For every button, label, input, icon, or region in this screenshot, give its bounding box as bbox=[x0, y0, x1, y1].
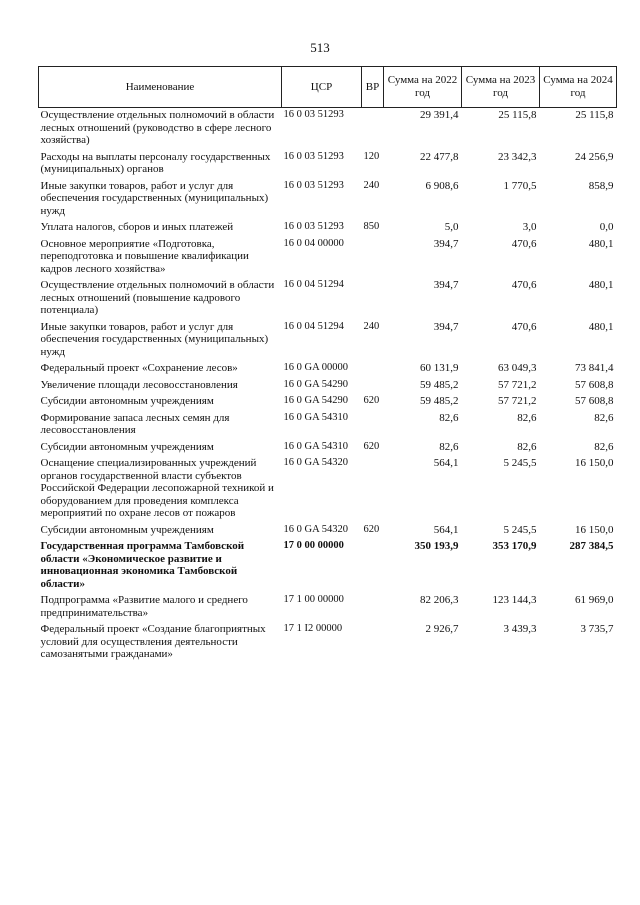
cell-csr: 16 0 GA 54320 bbox=[283, 523, 348, 535]
cell-csr: 17 0 00 00000 bbox=[283, 540, 344, 551]
cell-csr: 17 1 00 00000 bbox=[283, 594, 344, 605]
cell-vr bbox=[362, 539, 384, 593]
cell-csr: 16 0 04 51294 bbox=[283, 320, 344, 332]
cell-csr: 16 0 04 00000 bbox=[283, 237, 344, 249]
cell-sum-2022: 394,7 bbox=[433, 279, 459, 291]
cell-sum-2023: 25 115,8 bbox=[498, 109, 537, 121]
table-row bbox=[39, 361, 617, 378]
cell-sum-2022: 5,0 bbox=[444, 221, 459, 233]
table-row bbox=[39, 108, 617, 150]
cell-sum-2022: 59 485,2 bbox=[420, 395, 459, 407]
cell-name: Основное мероприятие «Подготовка, переподготовка и повышение квалификации кадров лесного хозяйства» bbox=[40, 237, 249, 275]
cell-name: Субсидии автономным учреждениям bbox=[40, 440, 214, 453]
cell-sum-2024: 57 608,8 bbox=[575, 395, 614, 407]
cell-vr bbox=[362, 622, 384, 664]
budget-table bbox=[38, 66, 617, 664]
cell-sum-2024: 25 115,8 bbox=[575, 109, 614, 121]
cell-vr: 620 bbox=[363, 523, 380, 535]
table-row bbox=[39, 150, 617, 179]
cell-sum-2024: 73 841,4 bbox=[575, 362, 614, 374]
cell-sum-2022: 6 908,6 bbox=[425, 179, 459, 192]
cell-sum-2022: 60 131,9 bbox=[420, 362, 459, 374]
cell-sum-2023: 57 721,2 bbox=[498, 395, 537, 407]
cell-sum-2023: 123 144,3 bbox=[492, 594, 537, 606]
cell-csr: 16 0 GA 54310 bbox=[283, 440, 348, 452]
cell-vr bbox=[362, 361, 384, 378]
cell-sum-2024: 24 256,9 bbox=[575, 150, 614, 163]
cell-name: Увеличение площади лесовосстановления bbox=[40, 378, 238, 391]
header-sum-2023: Сумма на 2023 год bbox=[462, 67, 540, 108]
cell-vr bbox=[362, 278, 384, 320]
table-row bbox=[39, 320, 617, 362]
cell-name: Государственная программа Тамбовской области «Экономическое развитие и инновационная экономика Тамбовской области» bbox=[40, 540, 245, 590]
cell-sum-2023: 57 721,2 bbox=[498, 378, 537, 391]
cell-sum-2022: 59 485,2 bbox=[420, 378, 459, 391]
cell-vr: 240 bbox=[363, 320, 380, 332]
cell-sum-2022: 29 391,4 bbox=[420, 109, 459, 121]
table-row bbox=[39, 456, 617, 523]
cell-sum-2023: 82,6 bbox=[517, 440, 537, 453]
header-sum-2022: Сумма на 2022 год bbox=[384, 67, 462, 108]
cell-sum-2024: 16 150,0 bbox=[575, 523, 614, 536]
header-name: Наименование bbox=[39, 67, 282, 108]
table-row bbox=[39, 394, 617, 411]
cell-vr bbox=[362, 411, 384, 440]
table-row bbox=[39, 539, 617, 593]
cell-vr bbox=[362, 237, 384, 279]
cell-name: Федеральный проект «Сохранение лесов» bbox=[40, 362, 238, 374]
table-row bbox=[39, 523, 617, 540]
cell-sum-2022: 564,1 bbox=[433, 523, 459, 536]
table-row bbox=[39, 440, 617, 457]
cell-vr: 620 bbox=[363, 395, 380, 406]
cell-sum-2024: 57 608,8 bbox=[575, 378, 614, 391]
cell-sum-2024: 61 969,0 bbox=[575, 594, 614, 606]
cell-sum-2024: 82,6 bbox=[594, 440, 614, 453]
cell-name: Федеральный проект «Создание благоприятных условий для осуществления деятельности самозанятыми гражданами» bbox=[40, 623, 266, 660]
cell-sum-2022: 22 477,8 bbox=[420, 150, 459, 163]
table-row bbox=[39, 378, 617, 395]
cell-sum-2024: 82,6 bbox=[594, 411, 614, 424]
cell-csr: 16 0 03 51293 bbox=[283, 109, 344, 120]
cell-name: Оснащение специализированных учреждений органов государственной власти субъектов Российской Федерации лесопожарной техникой и оборудованием для проведения комплекса мероприятий по охране лесов от пожаров bbox=[40, 457, 274, 519]
cell-sum-2023: 63 049,3 bbox=[498, 362, 537, 374]
cell-csr: 16 0 GA 00000 bbox=[283, 362, 348, 373]
table-row bbox=[39, 593, 617, 622]
cell-name: Субсидии автономным учреждениям bbox=[40, 523, 214, 536]
cell-vr bbox=[362, 456, 384, 523]
cell-sum-2023: 470,6 bbox=[511, 237, 537, 250]
cell-csr: 16 0 03 51293 bbox=[283, 221, 344, 232]
cell-sum-2024: 858,9 bbox=[588, 179, 614, 192]
cell-sum-2023: 3 439,3 bbox=[503, 623, 537, 635]
cell-sum-2024: 480,1 bbox=[588, 279, 614, 291]
cell-vr bbox=[362, 378, 384, 395]
table-row bbox=[39, 278, 617, 320]
cell-vr: 240 bbox=[363, 179, 380, 191]
cell-name: Иные закупки товаров, работ и услуг для обеспечения государственных (муниципальных) нужд bbox=[40, 320, 269, 358]
cell-csr: 16 0 GA 54290 bbox=[283, 378, 348, 390]
cell-sum-2023: 1 770,5 bbox=[503, 179, 537, 192]
cell-vr bbox=[362, 593, 384, 622]
cell-sum-2024: 480,1 bbox=[588, 320, 614, 333]
table-row bbox=[39, 220, 617, 237]
cell-name: Расходы на выплаты персоналу государственных (муниципальных) органов bbox=[40, 150, 271, 175]
cell-csr: 16 0 04 51294 bbox=[283, 279, 344, 290]
table-body bbox=[39, 108, 617, 664]
cell-sum-2023: 470,6 bbox=[511, 279, 537, 291]
cell-sum-2022: 82,6 bbox=[439, 440, 459, 453]
cell-csr: 16 0 GA 54310 bbox=[283, 411, 348, 423]
cell-sum-2023: 23 342,3 bbox=[498, 150, 537, 163]
cell-name: Субсидии автономным учреждениям bbox=[40, 395, 214, 407]
cell-vr: 620 bbox=[363, 440, 380, 452]
cell-sum-2022: 350 193,9 bbox=[414, 540, 459, 552]
cell-vr bbox=[362, 108, 384, 150]
table-row bbox=[39, 179, 617, 221]
cell-vr: 850 bbox=[363, 221, 380, 232]
cell-name: Осуществление отдельных полномочий в области лесных отношений (повышение кадрового потенциала) bbox=[40, 279, 275, 316]
cell-name: Уплата налогов, сборов и иных платежей bbox=[40, 221, 234, 233]
cell-sum-2022: 82 206,3 bbox=[420, 594, 459, 606]
cell-sum-2022: 82,6 bbox=[439, 411, 459, 424]
cell-sum-2023: 5 245,5 bbox=[503, 523, 537, 536]
cell-sum-2024: 3 735,7 bbox=[580, 623, 614, 635]
cell-sum-2023: 3,0 bbox=[522, 221, 537, 233]
cell-csr: 16 0 03 51293 bbox=[283, 179, 344, 191]
cell-sum-2023: 353 170,9 bbox=[492, 540, 537, 552]
cell-name: Осуществление отдельных полномочий в области лесных отношений (руководство в сфере лесного хозяйства) bbox=[40, 109, 275, 146]
cell-sum-2024: 480,1 bbox=[588, 237, 614, 250]
table-header-row bbox=[39, 67, 617, 108]
cell-csr: 16 0 03 51293 bbox=[283, 150, 344, 162]
cell-name: Иные закупки товаров, работ и услуг для обеспечения государственных (муниципальных) нужд bbox=[40, 179, 269, 217]
cell-sum-2023: 470,6 bbox=[511, 320, 537, 333]
cell-sum-2022: 394,7 bbox=[433, 320, 459, 333]
cell-sum-2023: 82,6 bbox=[517, 411, 537, 424]
cell-name: Подпрограмма «Развитие малого и среднего предпринимательства» bbox=[40, 594, 248, 619]
cell-sum-2024: 0,0 bbox=[599, 221, 614, 233]
cell-name: Формирование запаса лесных семян для лесовосстановления bbox=[40, 411, 230, 436]
table-row bbox=[39, 622, 617, 664]
cell-csr: 16 0 GA 54290 bbox=[283, 395, 348, 406]
cell-sum-2023: 5 245,5 bbox=[503, 457, 537, 469]
table-row bbox=[39, 411, 617, 440]
header-sum-2024: Сумма на 2024 год bbox=[540, 67, 617, 108]
cell-sum-2022: 394,7 bbox=[433, 237, 459, 250]
page-number: 513 bbox=[310, 40, 330, 55]
cell-vr: 120 bbox=[363, 150, 380, 162]
cell-sum-2024: 287 384,5 bbox=[569, 540, 614, 552]
cell-csr: 17 1 I2 00000 bbox=[283, 623, 343, 634]
header-csr: ЦСР bbox=[282, 67, 362, 108]
cell-sum-2022: 2 926,7 bbox=[425, 623, 459, 635]
header-vr: ВР bbox=[362, 67, 384, 108]
cell-sum-2024: 16 150,0 bbox=[575, 457, 614, 469]
cell-csr: 16 0 GA 54320 bbox=[283, 457, 348, 468]
table-row bbox=[39, 237, 617, 279]
cell-sum-2022: 564,1 bbox=[433, 457, 459, 469]
